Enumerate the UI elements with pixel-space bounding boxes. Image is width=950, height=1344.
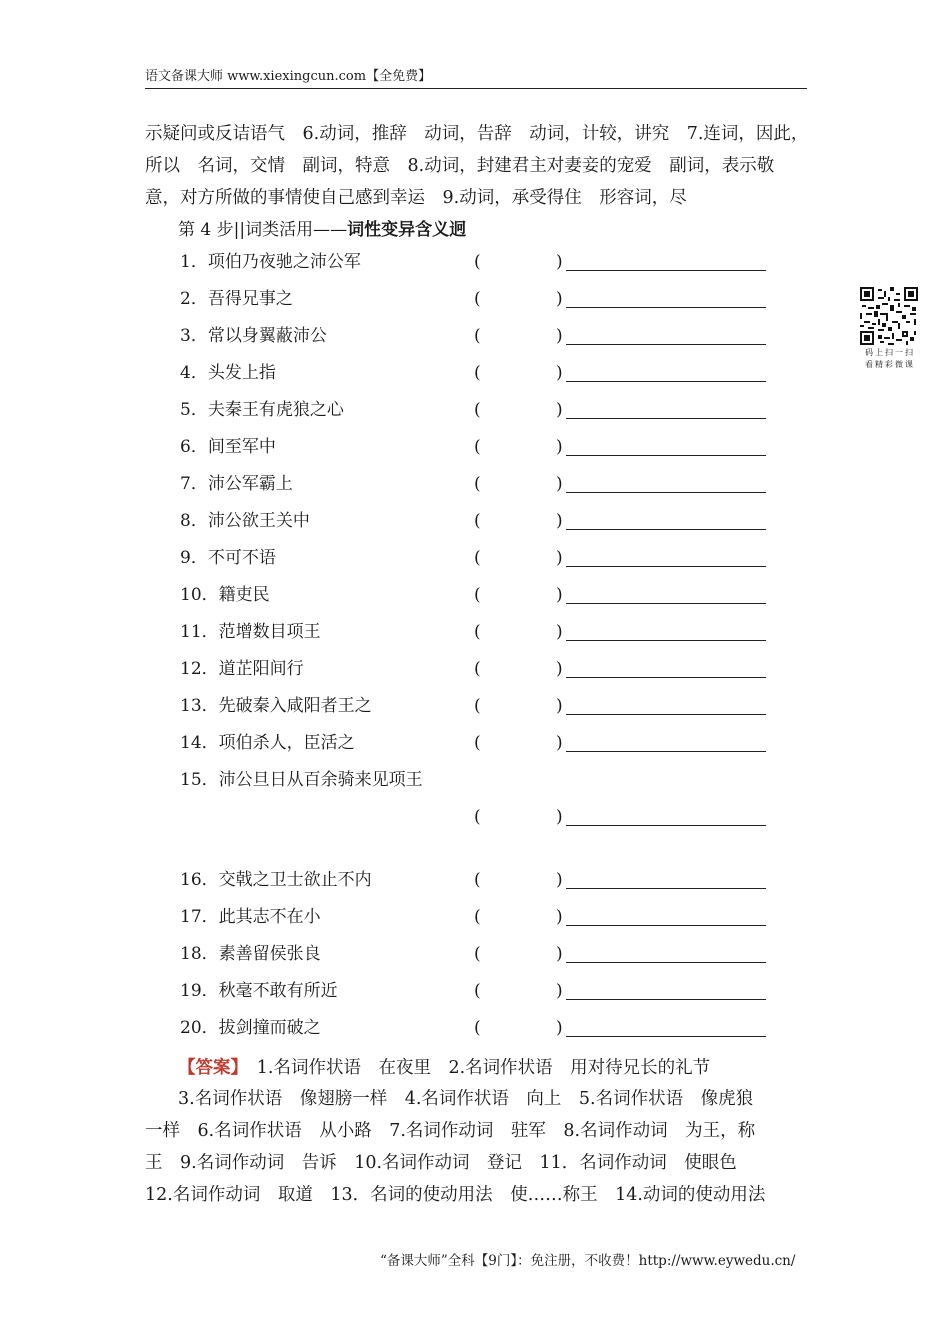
paren-left: (: [474, 733, 481, 753]
answer-blank-field[interactable]: [566, 925, 766, 926]
question-text: 5．夫秦王有虎狼之心: [180, 400, 344, 420]
question-item: [180, 287, 780, 311]
question-text: 15．沛公旦日从百余骑来见项王: [180, 770, 423, 790]
question-text: 6．间至军中: [180, 437, 276, 457]
paren-right: ): [556, 907, 563, 927]
question-item: [180, 435, 780, 459]
paren-left: (: [474, 944, 481, 964]
paren-right: ): [556, 437, 563, 457]
question-text: 16．交戟之卫士欲止不内: [180, 870, 372, 890]
paren-right: ): [556, 807, 563, 827]
paren-right: ): [556, 622, 563, 642]
answer-blank-field[interactable]: [566, 888, 766, 889]
page-header: 语文备课大师 www.xiexingcun.com【全免费】: [145, 66, 807, 89]
answer-line: 一样 6.名词作状语 从小路 7.名词作动词 驻军 8.名词作动词 为王，称: [145, 1121, 756, 1141]
answer-blank-field[interactable]: [566, 418, 766, 419]
answer-text: 1.名词作状语 在夜里 2.名词作状语 用对待兄长的礼节: [256, 1058, 711, 1078]
answer-line: 3.名词作状语 像翅膀一样 4.名词作状语 向上 5.名词作状语 像虎狼: [178, 1089, 754, 1109]
qr-caption: 看精彩微课: [865, 360, 915, 369]
paren-right: ): [556, 511, 563, 531]
question-text: 20．拔剑撞而破之: [180, 1018, 321, 1038]
answer-blank-field[interactable]: [566, 999, 766, 1000]
paren-right: ): [556, 659, 563, 679]
question-item: [180, 694, 780, 718]
question-item: [180, 905, 780, 929]
paren-left: (: [474, 696, 481, 716]
question-text: 10．籍吏民: [180, 585, 270, 605]
paren-left: (: [474, 289, 481, 309]
question-text: 4．头发上指: [180, 363, 276, 383]
question-item: [180, 620, 780, 644]
question-text: 7．沛公军霸上: [180, 474, 293, 494]
answer-blank-field[interactable]: [566, 381, 766, 382]
paren-right: ): [556, 289, 563, 309]
question-item: [180, 546, 780, 570]
question-text: 11．范增数目项王: [180, 622, 321, 642]
question-item: [180, 398, 780, 422]
paren-right: ): [556, 696, 563, 716]
section-title: 词性变异含义迥: [347, 220, 467, 240]
question-item: [180, 583, 780, 607]
question-item: [180, 361, 780, 385]
paren-right: ): [556, 944, 563, 964]
question-text: 18．素善留侯张良: [180, 944, 321, 964]
page-footer: “备课大师”全科【9门】：免注册，不收费！http://www.eywedu.cn/: [380, 1253, 796, 1269]
question-text: 3．常以身翼蔽沛公: [180, 326, 327, 346]
answer-blank-field[interactable]: [566, 455, 766, 456]
paren-left: (: [474, 907, 481, 927]
answer-line: 王 9.名词作动词 告诉 10.名词作动词 登记 11．名词作动词 使眼色: [145, 1153, 737, 1173]
paren-left: (: [474, 870, 481, 890]
paren-left: (: [474, 437, 481, 457]
paren-right: ): [556, 400, 563, 420]
paren-right: ): [556, 981, 563, 1001]
answer-blank-field[interactable]: [566, 640, 766, 641]
qr-caption: 码上扫一扫: [865, 348, 915, 357]
paren-right: ): [556, 1018, 563, 1038]
paren-left: (: [474, 981, 481, 1001]
paren-right: ): [556, 870, 563, 890]
paren-left: (: [474, 326, 481, 346]
question-text: 12．道芷阳间行: [180, 659, 304, 679]
paren-left: (: [474, 622, 481, 642]
answer-line: 12.名词作动词 取道 13．名词的使动用法 使……称王 14.动词的使动用法: [145, 1185, 766, 1205]
answer-blank-field[interactable]: [566, 751, 766, 752]
paren-left: (: [474, 807, 481, 827]
paren-left: (: [474, 511, 481, 531]
answer-blank-field[interactable]: [566, 344, 766, 345]
paren-right: ): [556, 733, 563, 753]
question-item: [180, 768, 780, 827]
paren-right: ): [556, 363, 563, 383]
paren-left: (: [474, 548, 481, 568]
question-text: 8．沛公欲王关中: [180, 511, 310, 531]
question-item: [180, 472, 780, 496]
question-item: [180, 509, 780, 533]
question-text: 19．秋毫不敢有所近: [180, 981, 338, 1001]
intro-line: 示疑问或反诘语气 6.动词，推辞 动词，告辞 动词，计较，讲究 7.连词，因此，: [145, 124, 809, 144]
section-step: 第 4 步||词类活用——: [178, 220, 348, 240]
paren-right: ): [556, 252, 563, 272]
paren-left: (: [474, 585, 481, 605]
question-text: 13．先破秦入咸阳者王之: [180, 696, 372, 716]
intro-line: 意，对方所做的事情使自己感到幸运 9.动词，承受得住 形容词，尽: [145, 188, 687, 208]
answer-blank-field[interactable]: [566, 270, 766, 271]
answer-line: [178, 1052, 818, 1084]
answer-blank-field[interactable]: [566, 492, 766, 493]
answer-blank-field[interactable]: [566, 307, 766, 308]
answer-blank-field[interactable]: [566, 603, 766, 604]
question-item: [180, 250, 780, 274]
question-item: [180, 979, 780, 1003]
answer-blank-field[interactable]: [566, 677, 766, 678]
question-item: [180, 324, 780, 348]
answer-blank-field[interactable]: [566, 825, 766, 826]
question-text: 1．项伯乃夜驰之沛公军: [180, 252, 361, 272]
question-text: 9．不可不语: [180, 548, 276, 568]
paren-right: ): [556, 326, 563, 346]
paren-right: ): [556, 474, 563, 494]
question-text: 2．吾得兄事之: [180, 289, 293, 309]
intro-paragraph: [145, 118, 810, 214]
paren-left: (: [474, 363, 481, 383]
paren-left: (: [474, 1018, 481, 1038]
question-item: [180, 942, 780, 966]
intro-line: 所以 名词，交情 副词，特意 8.动词，封建君主对妻妾的宠爱 副词，表示敬: [145, 156, 775, 176]
answer-tag: 【答案】: [178, 1058, 240, 1078]
paren-right: ): [556, 548, 563, 568]
paren-left: (: [474, 659, 481, 679]
qr-code-icon[interactable]: [860, 287, 918, 345]
paren-left: (: [474, 400, 481, 420]
answer-blank-field[interactable]: [566, 714, 766, 715]
answer-blank-field[interactable]: [566, 566, 766, 567]
question-item: [180, 1016, 780, 1040]
question-item: [180, 731, 780, 755]
question-item: [180, 868, 780, 892]
question-item: [180, 657, 780, 681]
question-text: 14．项伯杀人，臣活之: [180, 733, 355, 753]
paren-left: (: [474, 252, 481, 272]
question-text: 17．此其志不在小: [180, 907, 321, 927]
answer-blank-field[interactable]: [566, 1036, 766, 1037]
paren-right: ): [556, 585, 563, 605]
paren-left: (: [474, 474, 481, 494]
section-heading: [178, 216, 466, 244]
answer-blank-field[interactable]: [566, 962, 766, 963]
answer-blank-field[interactable]: [566, 529, 766, 530]
